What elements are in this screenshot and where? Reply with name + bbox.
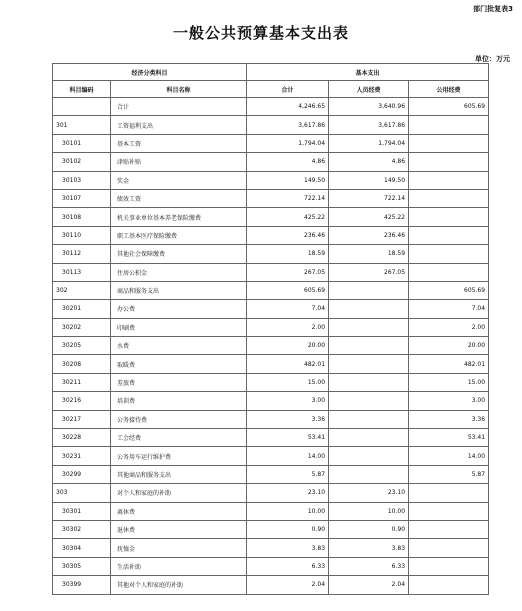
cell-total: 20.00 [247,337,329,355]
cell-public: 3.36 [409,410,489,428]
cell-name: 其他商品和服务支出 [111,465,247,483]
cell-total: 3.36 [247,410,329,428]
unit-label: 单位：万元 [475,55,510,63]
cell-personnel [329,318,409,336]
page-title: 一般公共预算基本支出表 [172,24,349,42]
table-row [53,245,489,263]
cell-public [409,208,489,226]
cell-name: 奖金 [111,171,247,189]
cell-public [409,116,489,134]
cell-code: 30302 [53,520,111,538]
cell-personnel [329,465,409,483]
cell-name: 商品和服务支出 [111,281,247,299]
cell-code: 30399 [53,576,111,594]
cell-personnel: 6.33 [329,557,409,575]
cell-personnel: 4.86 [329,153,409,171]
table-row [53,226,489,244]
cell-personnel [329,373,409,391]
cell-code: 302 [53,281,111,299]
cell-personnel: 3,640.96 [329,98,409,116]
cell-name: 取暖费 [111,355,247,373]
cell-total: 1,794.04 [247,134,329,152]
cell-public: 7.04 [409,300,489,318]
cell-name: 公务用车运行维护费 [111,447,247,465]
cell-total: 6.33 [247,557,329,575]
cell-name: 差旅费 [111,373,247,391]
budget-table [52,63,489,595]
cell-public: 20.00 [409,337,489,355]
cell-total: 3.00 [247,392,329,410]
cell-total: 7.04 [247,300,329,318]
cell-public: 2.00 [409,318,489,336]
cell-total: 149.50 [247,171,329,189]
cell-personnel: 18.59 [329,245,409,263]
cell-total: 722.14 [247,189,329,207]
header-basic-expenditure: 基本支出 [247,64,489,81]
cell-public: 5.87 [409,465,489,483]
cell-name: 公务接待费 [111,410,247,428]
cell-total: 3.83 [247,539,329,557]
table-row [53,116,489,134]
cell-personnel: 425.22 [329,208,409,226]
cell-name: 印刷费 [111,318,247,336]
header-name: 科目名称 [111,81,247,98]
cell-name: 生活补助 [111,557,247,575]
cell-total: 236.46 [247,226,329,244]
table-row [53,576,489,594]
cell-code: 30231 [53,447,111,465]
cell-code: 30205 [53,337,111,355]
cell-personnel: 722.14 [329,189,409,207]
cell-personnel: 1,794.04 [329,134,409,152]
header-code: 科目编码 [53,81,111,98]
cell-total: 267.05 [247,263,329,281]
table-row [53,502,489,520]
cell-public [409,557,489,575]
table-row [53,153,489,171]
cell-name: 退休费 [111,520,247,538]
cell-personnel [329,281,409,299]
table-row [53,557,489,575]
header-economic-category: 经济分类科目 [53,64,247,81]
cell-name: 工资福利支出 [111,116,247,134]
cell-personnel: 2.04 [329,576,409,594]
cell-name: 工会经费 [111,429,247,447]
cell-name: 办公费 [111,300,247,318]
cell-code: 303 [53,484,111,502]
cell-name: 其他对个人和家庭的补助 [111,576,247,594]
cell-code: 30211 [53,373,111,391]
cell-public [409,576,489,594]
cell-public: 3.00 [409,392,489,410]
table-row [53,484,489,502]
cell-public [409,134,489,152]
cell-public: 605.69 [409,281,489,299]
cell-name: 基本工资 [111,134,247,152]
table-row [53,263,489,281]
cell-public [409,226,489,244]
cell-code: 30305 [53,557,111,575]
cell-personnel: 10.00 [329,502,409,520]
cell-code: 30113 [53,263,111,281]
cell-public: 15.00 [409,373,489,391]
cell-total: 425.22 [247,208,329,226]
cell-total: 605.69 [247,281,329,299]
cell-personnel: 3.83 [329,539,409,557]
cell-code: 30202 [53,318,111,336]
cell-personnel: 267.05 [329,263,409,281]
cell-code: 30216 [53,392,111,410]
cell-total: 23.10 [247,484,329,502]
cell-public [409,502,489,520]
table-row [53,465,489,483]
table-row [53,373,489,391]
cell-name: 机关事业单位基本养老保险缴费 [111,208,247,226]
cell-name: 其他社会保障缴费 [111,245,247,263]
cell-name: 水费 [111,337,247,355]
cell-public [409,539,489,557]
table-row [53,300,489,318]
cell-personnel [329,300,409,318]
table-row [53,208,489,226]
table-row [53,337,489,355]
cell-personnel: 149.50 [329,171,409,189]
cell-personnel [329,337,409,355]
cell-public: 482.01 [409,355,489,373]
cell-total: 0.90 [247,520,329,538]
cell-public [409,153,489,171]
header-column-row [53,81,489,98]
cell-personnel [329,355,409,373]
table-row [53,392,489,410]
cell-name: 津贴补贴 [111,153,247,171]
cell-name: 培训费 [111,392,247,410]
table-row [53,134,489,152]
cell-total: 3,617.86 [247,116,329,134]
cell-code: 30108 [53,208,111,226]
cell-public [409,520,489,538]
cell-code: 30110 [53,226,111,244]
header-public: 公用经费 [409,81,489,98]
cell-code: 30301 [53,502,111,520]
table-row [53,539,489,557]
header-group-row [53,64,489,81]
cell-personnel [329,429,409,447]
cell-personnel: 0.90 [329,520,409,538]
cell-total: 18.59 [247,245,329,263]
cell-public [409,263,489,281]
cell-code: 30112 [53,245,111,263]
cell-name: 抚恤金 [111,539,247,557]
cell-name: 合计 [111,98,247,116]
cell-public [409,171,489,189]
table-row [53,189,489,207]
cell-code: 30103 [53,171,111,189]
cell-personnel: 23.10 [329,484,409,502]
table-row [53,98,489,116]
cell-code: 30299 [53,465,111,483]
cell-personnel: 236.46 [329,226,409,244]
cell-code: 30228 [53,429,111,447]
header-personnel: 人员经费 [329,81,409,98]
table-row [53,410,489,428]
cell-code: 30101 [53,134,111,152]
header-total: 合计 [247,81,329,98]
cell-code: 30107 [53,189,111,207]
cell-total: 15.00 [247,373,329,391]
cell-total: 53.41 [247,429,329,447]
cell-code: 301 [53,116,111,134]
cell-total: 14.00 [247,447,329,465]
table-row [53,520,489,538]
cell-total: 2.04 [247,576,329,594]
table-row [53,318,489,336]
cell-total: 5.87 [247,465,329,483]
table-number-label: 部门批复表3 [473,5,513,13]
cell-personnel [329,447,409,465]
cell-total: 4.86 [247,153,329,171]
cell-public: 605.69 [409,98,489,116]
cell-public: 53.41 [409,429,489,447]
cell-total: 10.00 [247,502,329,520]
table-row [53,355,489,373]
table-row [53,281,489,299]
table-row [53,429,489,447]
cell-name: 住房公积金 [111,263,247,281]
cell-personnel [329,410,409,428]
cell-name: 离休费 [111,502,247,520]
cell-personnel [329,392,409,410]
cell-total: 4,246.65 [247,98,329,116]
cell-code [53,98,111,116]
cell-public [409,189,489,207]
cell-code: 30217 [53,410,111,428]
cell-name: 对个人和家庭的补助 [111,484,247,502]
cell-total: 2.00 [247,318,329,336]
cell-name: 职工基本医疗保险缴费 [111,226,247,244]
table-row [53,447,489,465]
cell-code: 30102 [53,153,111,171]
cell-total: 482.01 [247,355,329,373]
cell-public [409,484,489,502]
cell-public: 14.00 [409,447,489,465]
cell-public [409,245,489,263]
cell-code: 30208 [53,355,111,373]
cell-code: 30304 [53,539,111,557]
cell-personnel: 3,617.86 [329,116,409,134]
table-row [53,171,489,189]
cell-name: 绩效工资 [111,189,247,207]
cell-code: 30201 [53,300,111,318]
